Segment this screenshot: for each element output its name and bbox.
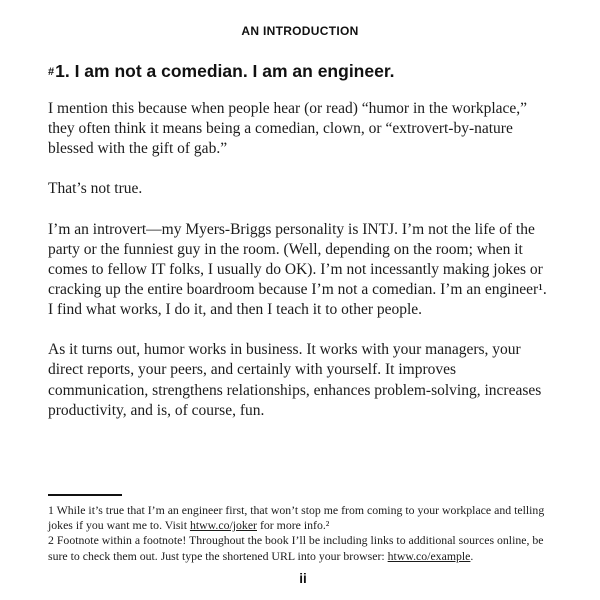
section-heading — [48, 61, 552, 82]
footnote-2-link[interactable]: htww.co/example — [387, 548, 471, 563]
footnote-1-text: While it’s true that I’m an engineer first, that won’t stop me from coming to your workplace and telling jokes if you want me to. Visit — [48, 502, 545, 533]
body-text — [48, 99, 554, 421]
section-heading-text: 1. I am not a comedian. I am an engineer. — [55, 61, 395, 81]
paragraph-3: I’m an introvert—my Myers-Briggs personality is INTJ. I’m not the life of the party or the funniest guy in the room. (Well, depending on the room; when it comes to fellow IT folks, I usually do OK). I’m not incessantly making jokes or cracking up the entire boardroom because I’m not a comedian. I’m an engineer¹. I find what works, I do it, and then I teach it to other people. — [48, 220, 547, 319]
footer-block — [48, 494, 558, 586]
paragraph-1: I mention this because when people hear (or read) “humor in the workplace,” they often think it means being a comedian, clown, or “extrovert-by-nature blessed with the gift of gab.” — [48, 100, 528, 158]
paragraph-4: As it turns out, humor works in business. It works with your managers, your direct reports, your peers, and certainly with yourself. It improves communication, strengthens relationships, enhances problem-solving, increases productivity, and is, of course, fun. — [48, 341, 542, 419]
footnote-1-after: for more info.² — [257, 518, 330, 533]
footnote-1 — [48, 503, 558, 534]
paragraph-2: That’s not true. — [48, 180, 143, 198]
footnote-separator — [48, 494, 122, 496]
heading-hash: # — [48, 66, 55, 78]
footnote-2-text: Footnote within a footnote! Throughout the book I’ll be including links to additional sources online, be sure to check them out. Just type the shortened URL into your browser: — [48, 533, 544, 563]
footnote-1-link[interactable]: htww.co/joker — [189, 518, 257, 533]
chapter-header: AN INTRODUCTION — [241, 24, 359, 38]
footnote-2-after: . — [470, 548, 474, 563]
footnote-2 — [48, 533, 558, 564]
page-number: ii — [299, 571, 307, 586]
footnote-2-number: 2 — [48, 533, 54, 548]
footnote-1-number: 1 — [48, 502, 54, 517]
